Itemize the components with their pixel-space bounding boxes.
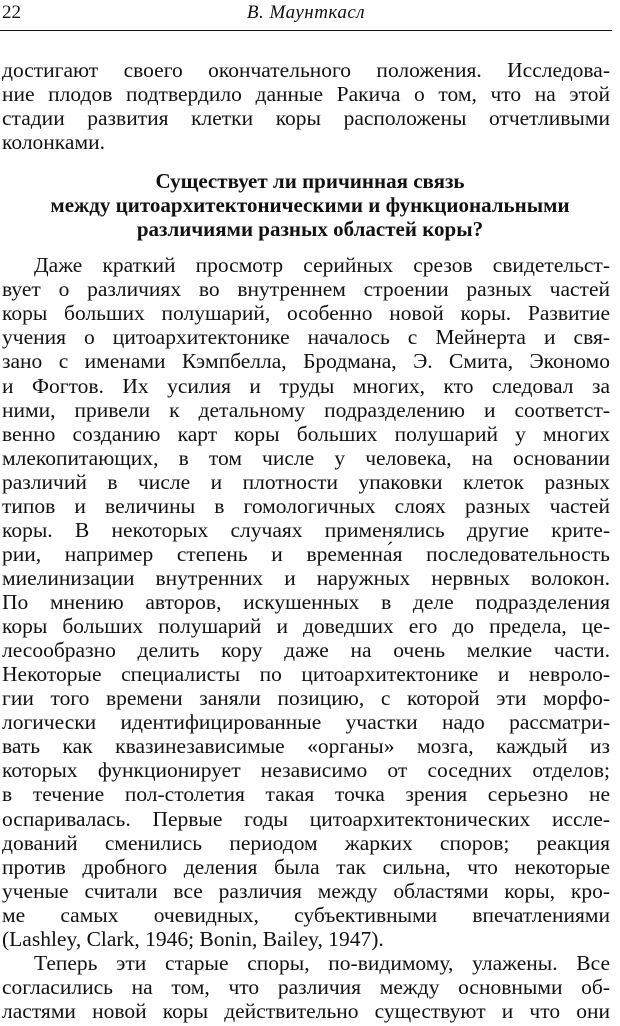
- text-line: зано с именами Кэмпбелла, Бродмана, Э. Смита, Экономо: [2, 349, 610, 374]
- text-line: стадии развития клетки коры расположены отчетливыми: [2, 106, 610, 131]
- text-line: коры больших полушарий и доведших его до предела, це-: [2, 614, 610, 639]
- text-line: достигают своего окончательного положения. Исследова-: [2, 58, 610, 82]
- text-line: гии того времени заняли позицию, с которой эти морфо-: [2, 686, 610, 711]
- text-line: лесообразно делить кору даже на очень мелкие части.: [2, 638, 610, 663]
- text-line: согласились на том, что различия между основными об-: [2, 974, 610, 999]
- text-line: типов и величины в гомологичных слоях разных частей: [2, 493, 610, 518]
- text-line: ними, привели к детальному подразделению и соответст-: [2, 397, 610, 422]
- page-header: [0, 0, 612, 31]
- text-line: различий в числе и плотности упаковки клеток разных: [2, 469, 610, 494]
- text-line: логически идентифицированные участки надо рассматри-: [2, 710, 610, 735]
- text-line: Даже краткий просмотр серийных срезов свидетельст-: [34, 253, 610, 278]
- text-line: миелинизации внутренних и наружных нервных волокон.: [2, 565, 610, 590]
- section-heading-line: между цитоархитектоническими и функциональными: [50, 193, 570, 218]
- text-line: учения о цитоархитектонике началось с Мейнерта и свя-: [2, 325, 610, 350]
- text-line: колонками.: [2, 130, 105, 155]
- text-line: вует о различиях во внутреннем строении разных частей: [2, 277, 610, 302]
- text-line: ме самых очевидных, субъективными впечатлениями: [2, 902, 610, 927]
- text-line: которых функционирует независимо от соседних отделов;: [2, 758, 610, 783]
- section-heading-line: различиями разных областей коры?: [136, 217, 484, 242]
- text-line: ученые считали все различия между областями коры, кро-: [2, 878, 610, 903]
- text-line: вать как квазинезависимые «органы» мозга, каждый из: [2, 734, 610, 759]
- page-number: 22: [2, 2, 21, 23]
- text-line: По мнению авторов, искушенных в деле подразделения: [2, 590, 610, 615]
- text-line: дований сменились периодом жарких споров; реакция: [2, 830, 610, 855]
- text-line: (Lashley, Clark, 1946; Bonin, Bailey, 1947).: [2, 926, 384, 951]
- text-line: против дробного деления была так сильна, что некоторые: [2, 854, 610, 879]
- text-line: оспаривалась. Первые годы цитоархитектонических иссле-: [2, 806, 610, 831]
- text-line: Некоторые специалисты по цитоархитектонике и невроло-: [2, 662, 610, 687]
- running-title: В. Маунткасл: [246, 2, 366, 23]
- text-line: ластями новой коры действительно существуют и что они: [2, 999, 610, 1023]
- section-heading-line: Существует ли причинная связь: [155, 169, 465, 194]
- text-line: рии, например степень и временна́я последовательность: [2, 541, 610, 566]
- text-line: Теперь эти старые споры, по-видимому, улажены. Все: [34, 950, 610, 975]
- text-line: млекопитающих, в том числе у человека, на основании: [2, 445, 610, 470]
- text-line: и Фогтов. Их усилия и труды многих, кто следовал за: [2, 373, 610, 398]
- text-line: венно созданию карт коры больших полушарий у многих: [2, 421, 610, 446]
- text-line: коры. В некоторых случаях применялись другие крите-: [2, 517, 610, 542]
- text-line: ние плодов подтвердило данные Ракича о том, что на этой: [2, 82, 610, 107]
- text-line: в течение пол-столетия такая точка зрения серьезно не: [2, 782, 610, 807]
- text-line: коры больших полушарий, особенно новой коры. Развитие: [2, 301, 610, 326]
